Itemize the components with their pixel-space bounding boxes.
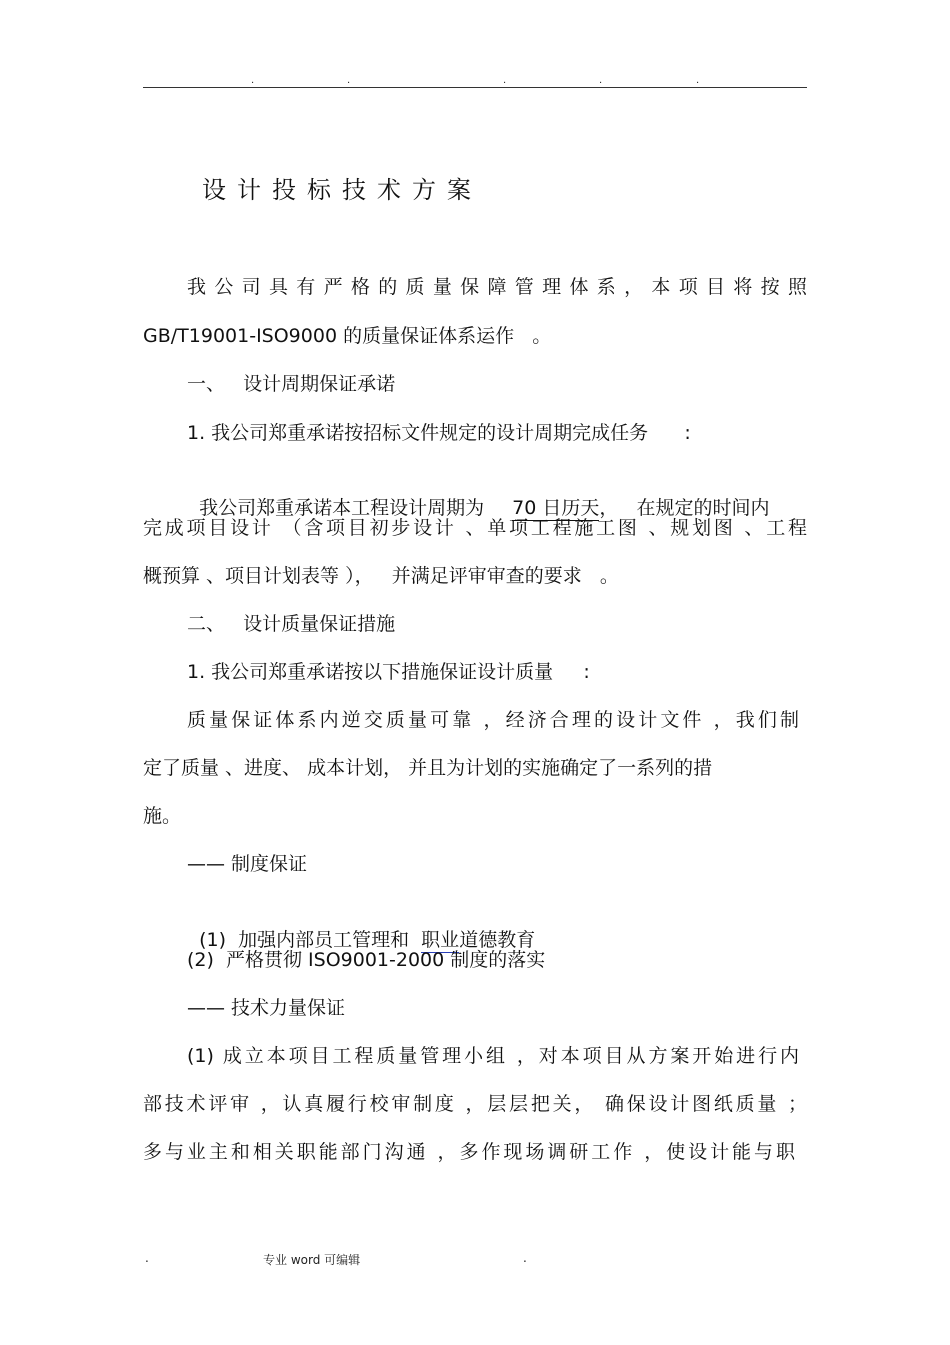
section-2-paragraph-line-3: 施。: [143, 805, 182, 827]
paragraph-text: ， 在规定的时间内: [599, 497, 770, 519]
section-1-paragraph-line-2: 完成项目设计 （含项目初步设计 、单项工程施工图 、规划图 、工程: [143, 517, 807, 539]
subsection-2-heading: —— 技术力量保证: [187, 997, 346, 1019]
header-dot: .: [347, 75, 351, 86]
footer-dot-left: .: [145, 1251, 149, 1265]
header-dot: .: [696, 75, 700, 86]
occupation-link[interactable]: 职业: [421, 929, 460, 951]
section-1-paragraph-line-3: 概预算 、项目计划表等 ）， 并满足评审审查的要求 。: [143, 565, 619, 587]
period-emphasis: 70 日历天: [512, 497, 600, 519]
subsection-1-item-1: (1) 加强内部员工管理和 职业道德教育: [199, 929, 536, 951]
paragraph-text: 我公司郑重承诺本工程设计周期为: [199, 497, 485, 519]
subsection-1-heading: —— 制度保证: [187, 853, 308, 875]
header-dot: .: [599, 75, 603, 86]
footer-text: 专业 word 可编辑: [263, 1253, 361, 1267]
section-2-heading: 二、 设计质量保证措施: [187, 613, 396, 635]
subsection-2-item-1-line-1: (1) 成立本项目工程质量管理小组 ，对本项目从方案开始进行内: [187, 1045, 799, 1067]
subsection-1-item-2: (2) 严格贯彻 ISO9001-2000 制度的落实: [187, 949, 546, 971]
header-dot: .: [503, 75, 507, 86]
section-2-paragraph-line-1: 质量保证体系内逆交质量可靠 ，经济合理的设计文件 ，我们制: [187, 709, 799, 731]
document-title: 设计投标技术方案: [202, 176, 482, 204]
subsection-2-item-1-line-3: 多与业主和相关职能部门沟通 ，多作现场调研工作 ，使设计能与职: [143, 1141, 795, 1163]
intro-line-1: 我公司具有严格的质量保障管理体系，本项目将按照: [187, 276, 807, 298]
header-dot: .: [251, 75, 255, 86]
section-1-heading: 一、 设计周期保证承诺: [187, 373, 396, 395]
intro-line-2: GB/T19001-ISO9000 的质量保证体系运作 。: [143, 325, 552, 347]
section-2-paragraph-line-2: 定了质量 、进度、 成本计划， 并且为计划的实施确定了一系列的措: [143, 757, 713, 779]
section-2-item-1: 1. 我公司郑重承诺按以下措施保证设计质量 :: [187, 661, 590, 683]
footer-dot-right: .: [523, 1251, 527, 1265]
section-1-item-1: 1. 我公司郑重承诺按招标文件规定的设计周期完成任务 :: [187, 422, 691, 444]
header-rule: [143, 87, 807, 88]
subsection-2-item-1-line-2: 部技术评审 ，认真履行校审制度 ，层层把关， 确保设计图纸质量 ；: [143, 1093, 807, 1115]
